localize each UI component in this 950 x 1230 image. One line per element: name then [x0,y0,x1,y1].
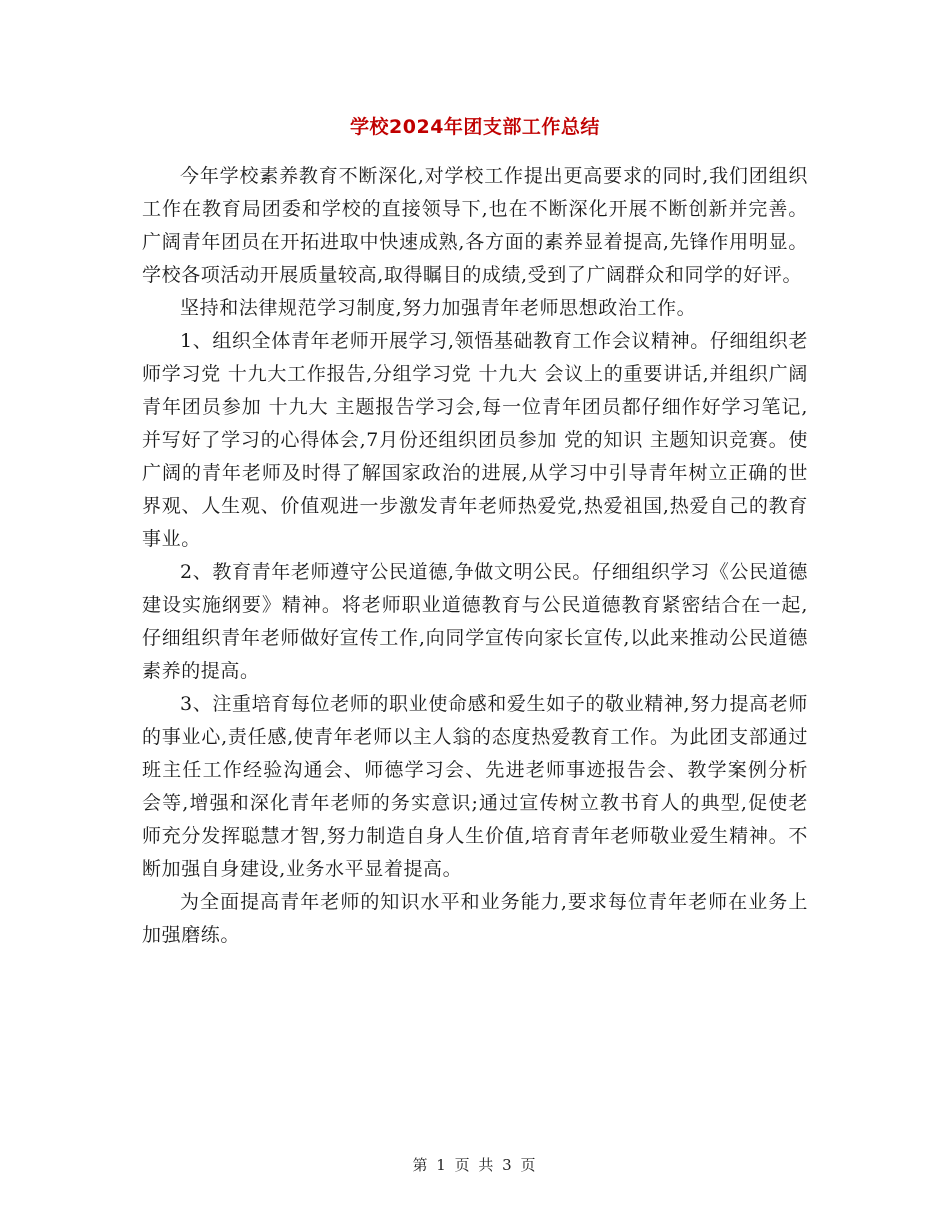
paragraph-item-3: 3、注重培育每位老师的职业使命感和爱生如子的敬业精神,努力提高老师的事业心,责任感,使青年老师以主人翁的态度热爱教育工作。为此团支部通过班主任工作经验沟通会、师德学习会、先进老师事迹报告会、教学案例分析会等,增强和深化青年老师的务实意识;通过宣传树立教书育人的典型,促使老师充分发挥聪慧才智,努力制造自身人生价值,培育青年老师敬业爱生精神。不断加强自身建设,业务水平显着提高。 [142,693,808,880]
document-body [142,160,808,952]
paragraph-study-system: 坚持和法律规范学习制度,努力加强青年老师思想政治工作。 [180,297,697,319]
page-footer: 第 1 页 共 3 页 [412,1156,538,1174]
paragraph-item-2: 2、教育青年老师遵守公民道德,争做文明公民。仔细组织学习《公民道德建设实施纲要》精神。将老师职业道德教育与公民道德教育紧密结合在一起,仔细组织青年老师做好宣传工作,向同学宣传向家长宣传,以此来推动公民道德素养的提高。 [142,561,808,682]
paragraph-item-1: 1、组织全体青年老师开展学习,领悟基础教育工作会议精神。仔细组织老师学习党 十九大工作报告,分组学习党 十九大 会议上的重要讲话,并组织广阔青年团员参加 十九大 主题报告学习会,每一位青年团员都仔细作好学习笔记,并写好了学习的心得体会,7月份还组织团员参加 党的知识 主题知识竞赛。使广阔的青年老师及时得了解国家政治的进展,从学习中引导青年树立正确的世界观、人生观、价值观进一步激发青年老师热爱党,热爱祖国,热爱自己的教育事业。 [142,330,808,550]
paragraph-intro: 今年学校素养教育不断深化,对学校工作提出更高要求的同时,我们团组织工作在教育局团委和学校的直接领导下,也在不断深化开展不断创新并完善。广阔青年团员在开拓进取中快速成熟,各方面的素养显着提高,先锋作用明显。学校各项活动开展质量较高,取得瞩目的成绩,受到了广阔群众和同学的好评。 [142,165,808,286]
document-title: 学校2024年团支部工作总结 [350,116,600,138]
paragraph-business-training: 为全面提高青年老师的知识水平和业务能力,要求每位青年老师在业务上加强磨练。 [142,891,808,946]
